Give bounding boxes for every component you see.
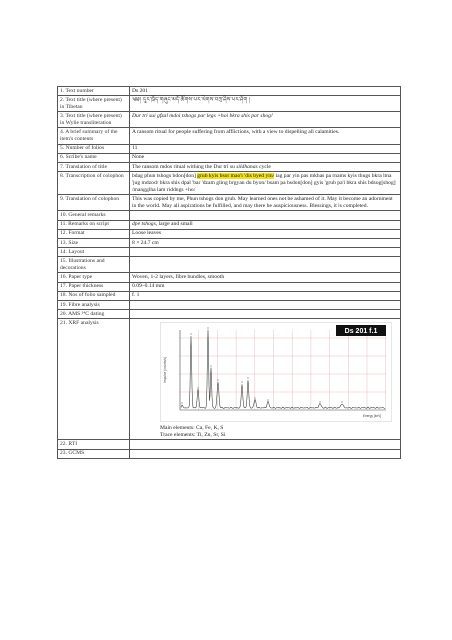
row-label: 16. Paper type — [58, 273, 130, 282]
xrf-spectrum-figure — [160, 322, 392, 422]
row-label: 9. Translation of colophon — [58, 195, 130, 211]
table-row — [58, 282, 401, 291]
title-translation-tail: cycle — [257, 163, 271, 170]
row-label: 20. AMS ¹⁴C dating — [58, 310, 130, 319]
scribe-value: None — [130, 153, 401, 162]
row-label: 19. Fibre analysis — [58, 300, 130, 309]
row-label: 1. Text number — [58, 87, 130, 96]
folio-sampled-value: f. 1 — [130, 291, 401, 300]
format-value: Loose leaves — [130, 229, 401, 238]
rti-value — [130, 440, 401, 449]
script-italic: dpe tshogs, — [132, 221, 158, 228]
row-label: 13. Size — [58, 238, 130, 247]
xrf-trace-elements: Trace elements: Ti, Zn, Sr, Si — [160, 431, 226, 438]
row-label: 15. Illustrations and decorations — [58, 257, 130, 273]
table-row — [58, 449, 401, 458]
table-row — [58, 291, 401, 300]
xrf-spectrum-plot — [160, 322, 392, 422]
table-row — [58, 300, 401, 309]
script-text: large and small — [157, 221, 193, 228]
table-row — [58, 195, 401, 211]
fibre-value — [130, 300, 401, 309]
row-label: 21. XRF analysis — [58, 319, 130, 440]
layout-value — [130, 248, 401, 257]
table-row — [58, 162, 401, 171]
table-row — [58, 220, 401, 229]
row-label: 7. Translation of title — [58, 162, 130, 171]
paper-type-value: Woven, 1-2 layers, fibre bundles, smooth — [130, 273, 401, 282]
x-axis-label: Energy [keV] — [362, 413, 382, 418]
table-row — [58, 211, 401, 220]
colophon-highlight: grub kyis bsor mao'i 'dis byed yin/ — [197, 172, 275, 179]
row-label: 12. Format — [58, 229, 130, 238]
table-row — [58, 310, 401, 319]
table-row — [58, 96, 401, 112]
table-row — [58, 238, 401, 247]
table-row — [58, 112, 401, 128]
row-label: 6. Scribe's name — [58, 153, 130, 162]
folios-value: 11 — [130, 144, 401, 153]
table-row — [58, 273, 401, 282]
table-row — [58, 144, 401, 153]
ams-value — [130, 310, 401, 319]
colophon-value — [130, 172, 401, 195]
tibetan-title-value: ༄༅། དུར་ཁྲོད་གཞུང་མདོ་ཚོགས་པར་ལེགས་བཀྲ་ཤིས་པར་ཤོག ། — [130, 96, 401, 112]
wylie-title-value: Dur tri sui gfzal mdoi tshogs par legs +hoi bkra shis par shog! — [130, 112, 401, 128]
title-translation-italic: sildhanas — [236, 163, 258, 170]
table-row — [58, 128, 401, 144]
row-label: 8. Transcription of colophon — [58, 172, 130, 195]
summary-value: A ransom ritual for people suffering from afflictions, with a view to dispelling all calamities. — [130, 128, 401, 144]
row-label: 23. GCMS — [58, 449, 130, 458]
general-remarks-value — [130, 211, 401, 220]
table-row — [58, 257, 401, 273]
table-row — [58, 87, 401, 96]
plot-frame — [161, 322, 392, 421]
row-label: 10. General remarks — [58, 211, 130, 220]
gcms-value — [130, 449, 401, 458]
title-translation-text: The ransom mdos ritual withing the Dur tri su — [132, 163, 237, 170]
size-value: 8 × 24.7 cm — [130, 238, 401, 247]
row-label: 2. Text title (where present) in Tibetan — [58, 96, 130, 112]
table-row — [58, 153, 401, 162]
metadata-table — [57, 86, 401, 459]
row-label: 17. Paper thickness — [58, 282, 130, 291]
row-label: 4. A brief summary of the item's contents — [58, 128, 130, 144]
row-label: 11. Remarks on script — [58, 220, 130, 229]
row-label: 22. RTI — [58, 440, 130, 449]
table-row — [58, 319, 401, 440]
table-row — [58, 172, 401, 195]
xrf-main-elements: Main elements: Ca, Fe, K, S — [160, 424, 224, 431]
title-translation-value — [130, 162, 401, 171]
row-label: 14. Layout — [58, 248, 130, 257]
colophon-text: bdag phun tshogs bdon[don] — [132, 172, 198, 179]
table-row — [58, 229, 401, 238]
y-axis-label: Impulse [counts/s] — [163, 357, 167, 383]
colophon-translation-value: This was copied by me, Phun tshogs don grub. May learned ones not be ashamed of it. May it become an adornment in the world. May all aspirations be fulfilled, and may there be auspiciousness. Blessings, it is completed. — [130, 195, 401, 211]
table-row — [58, 440, 401, 449]
row-label: 3. Text title (where present) in Wylie transliteration — [58, 112, 130, 128]
script-value — [130, 220, 401, 229]
text-number-value: Ds 201 — [130, 87, 401, 96]
illustrations-value — [130, 257, 401, 273]
plot-title: Ds 201 f.1 — [344, 327, 378, 335]
row-label: 18. Nos of folio sampled — [58, 291, 130, 300]
paper-thickness-value: 0.09–0.14 mm — [130, 282, 401, 291]
table-row — [58, 248, 401, 257]
colophon-text-rest: lag par yin pas mkhas pa rnams kyis thugs bkra lma 'jug mdzod/ bkra shis dpal 'bar 'dzam gling brgyan du byon/ bsam pa bsdon[don] gyis 'grub pa'i bkra shis bdsog[shog] /mangglha lam riddngs +ho/ — [132, 172, 396, 193]
xrf-cell — [130, 319, 401, 440]
row-label: 5. Number of folios — [58, 144, 130, 153]
